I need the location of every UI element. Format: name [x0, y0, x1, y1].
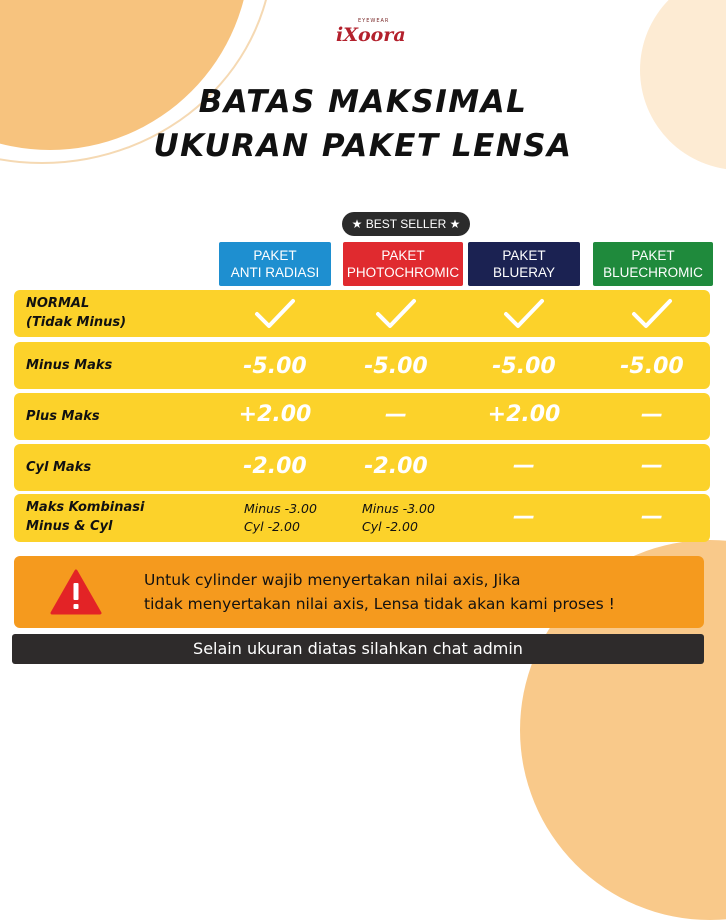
- column-header-line1: PAKET: [502, 248, 546, 263]
- warning-line2: tidak menyertakan nilai axis, Lensa tidak akan kami proses !: [144, 595, 615, 613]
- value-cell: -5.00: [620, 354, 684, 379]
- warning-triangle-icon: [50, 568, 102, 620]
- dash-cell: —: [385, 402, 407, 427]
- best-seller-badge: ★ BEST SELLER ★: [342, 212, 470, 236]
- combination-minus: Minus -3.00: [244, 501, 317, 516]
- value-cell: +2.00: [487, 402, 561, 427]
- check-icon: [592, 298, 712, 330]
- dash-cell: —: [641, 504, 663, 529]
- value-cell: -5.00: [243, 354, 307, 379]
- row-label: [26, 498, 144, 536]
- row-label-line2: Minus & Cyl: [26, 519, 113, 534]
- check-icon: [464, 298, 584, 330]
- value-cell: +2.00: [238, 402, 312, 427]
- column-header-line1: PAKET: [381, 248, 425, 263]
- row-label-line2: (Tidak Minus): [26, 315, 127, 330]
- warning-line1: Untuk cylinder wajib menyertakan nilai axis, Jika: [144, 571, 521, 589]
- column-header-line1: PAKET: [631, 248, 675, 263]
- warning-banner: [14, 556, 704, 628]
- logo-wordmark: iXoora: [336, 24, 406, 46]
- value-cell: -5.00: [492, 354, 556, 379]
- column-header-line2: ANTI RADIASI: [230, 265, 320, 280]
- table-row-cyl-maks: [14, 444, 710, 491]
- row-label-line1: Maks Kombinasi: [26, 500, 145, 515]
- column-header-photochromic: [343, 242, 463, 286]
- column-header-line2: BLUERAY: [492, 265, 556, 280]
- dash-cell: —: [641, 453, 663, 478]
- table-row-maks-kombinasi: [14, 494, 710, 542]
- dash-cell: —: [641, 402, 663, 427]
- table-row-plus-maks: [14, 393, 710, 440]
- page-title-line2: UKURAN PAKET LENSA: [153, 128, 573, 164]
- value-cell: -2.00: [243, 454, 307, 479]
- column-header-line2: PHOTOCHROMIC: [346, 265, 460, 280]
- combination-cyl: Cyl -2.00: [362, 519, 418, 534]
- column-header-bluechromic: [593, 242, 713, 286]
- combination-cyl: Cyl -2.00: [244, 519, 300, 534]
- dash-cell: —: [513, 453, 535, 478]
- row-label: Cyl Maks: [26, 460, 92, 475]
- warning-message: [144, 568, 704, 616]
- combination-minus: Minus -3.00: [362, 501, 435, 516]
- combination-value-cell: [244, 500, 364, 536]
- dash-cell: —: [513, 504, 535, 529]
- logo-subtext: EYEWEAR: [358, 18, 390, 24]
- brand-logo: [330, 14, 406, 48]
- check-icon: [336, 298, 456, 330]
- column-header-line2: BLUECHROMIC: [603, 265, 703, 280]
- footer-banner: Selain ukuran diatas silahkan chat admin: [12, 634, 704, 664]
- row-label-line1: NORMAL: [26, 296, 90, 311]
- row-label: [26, 294, 126, 332]
- page-title-line1: BATAS MAKSIMAL: [198, 84, 528, 120]
- row-label: Minus Maks: [26, 358, 113, 373]
- value-cell: -2.00: [364, 454, 428, 479]
- table-row-normal: [14, 290, 710, 337]
- row-label: Plus Maks: [26, 409, 100, 424]
- table-row-minus-maks: [14, 342, 710, 389]
- value-cell: -5.00: [364, 354, 428, 379]
- column-header-blueray: [468, 242, 580, 286]
- column-header-line1: PAKET: [253, 248, 297, 263]
- column-header-anti-radiasi: [219, 242, 331, 286]
- check-icon: [215, 298, 335, 330]
